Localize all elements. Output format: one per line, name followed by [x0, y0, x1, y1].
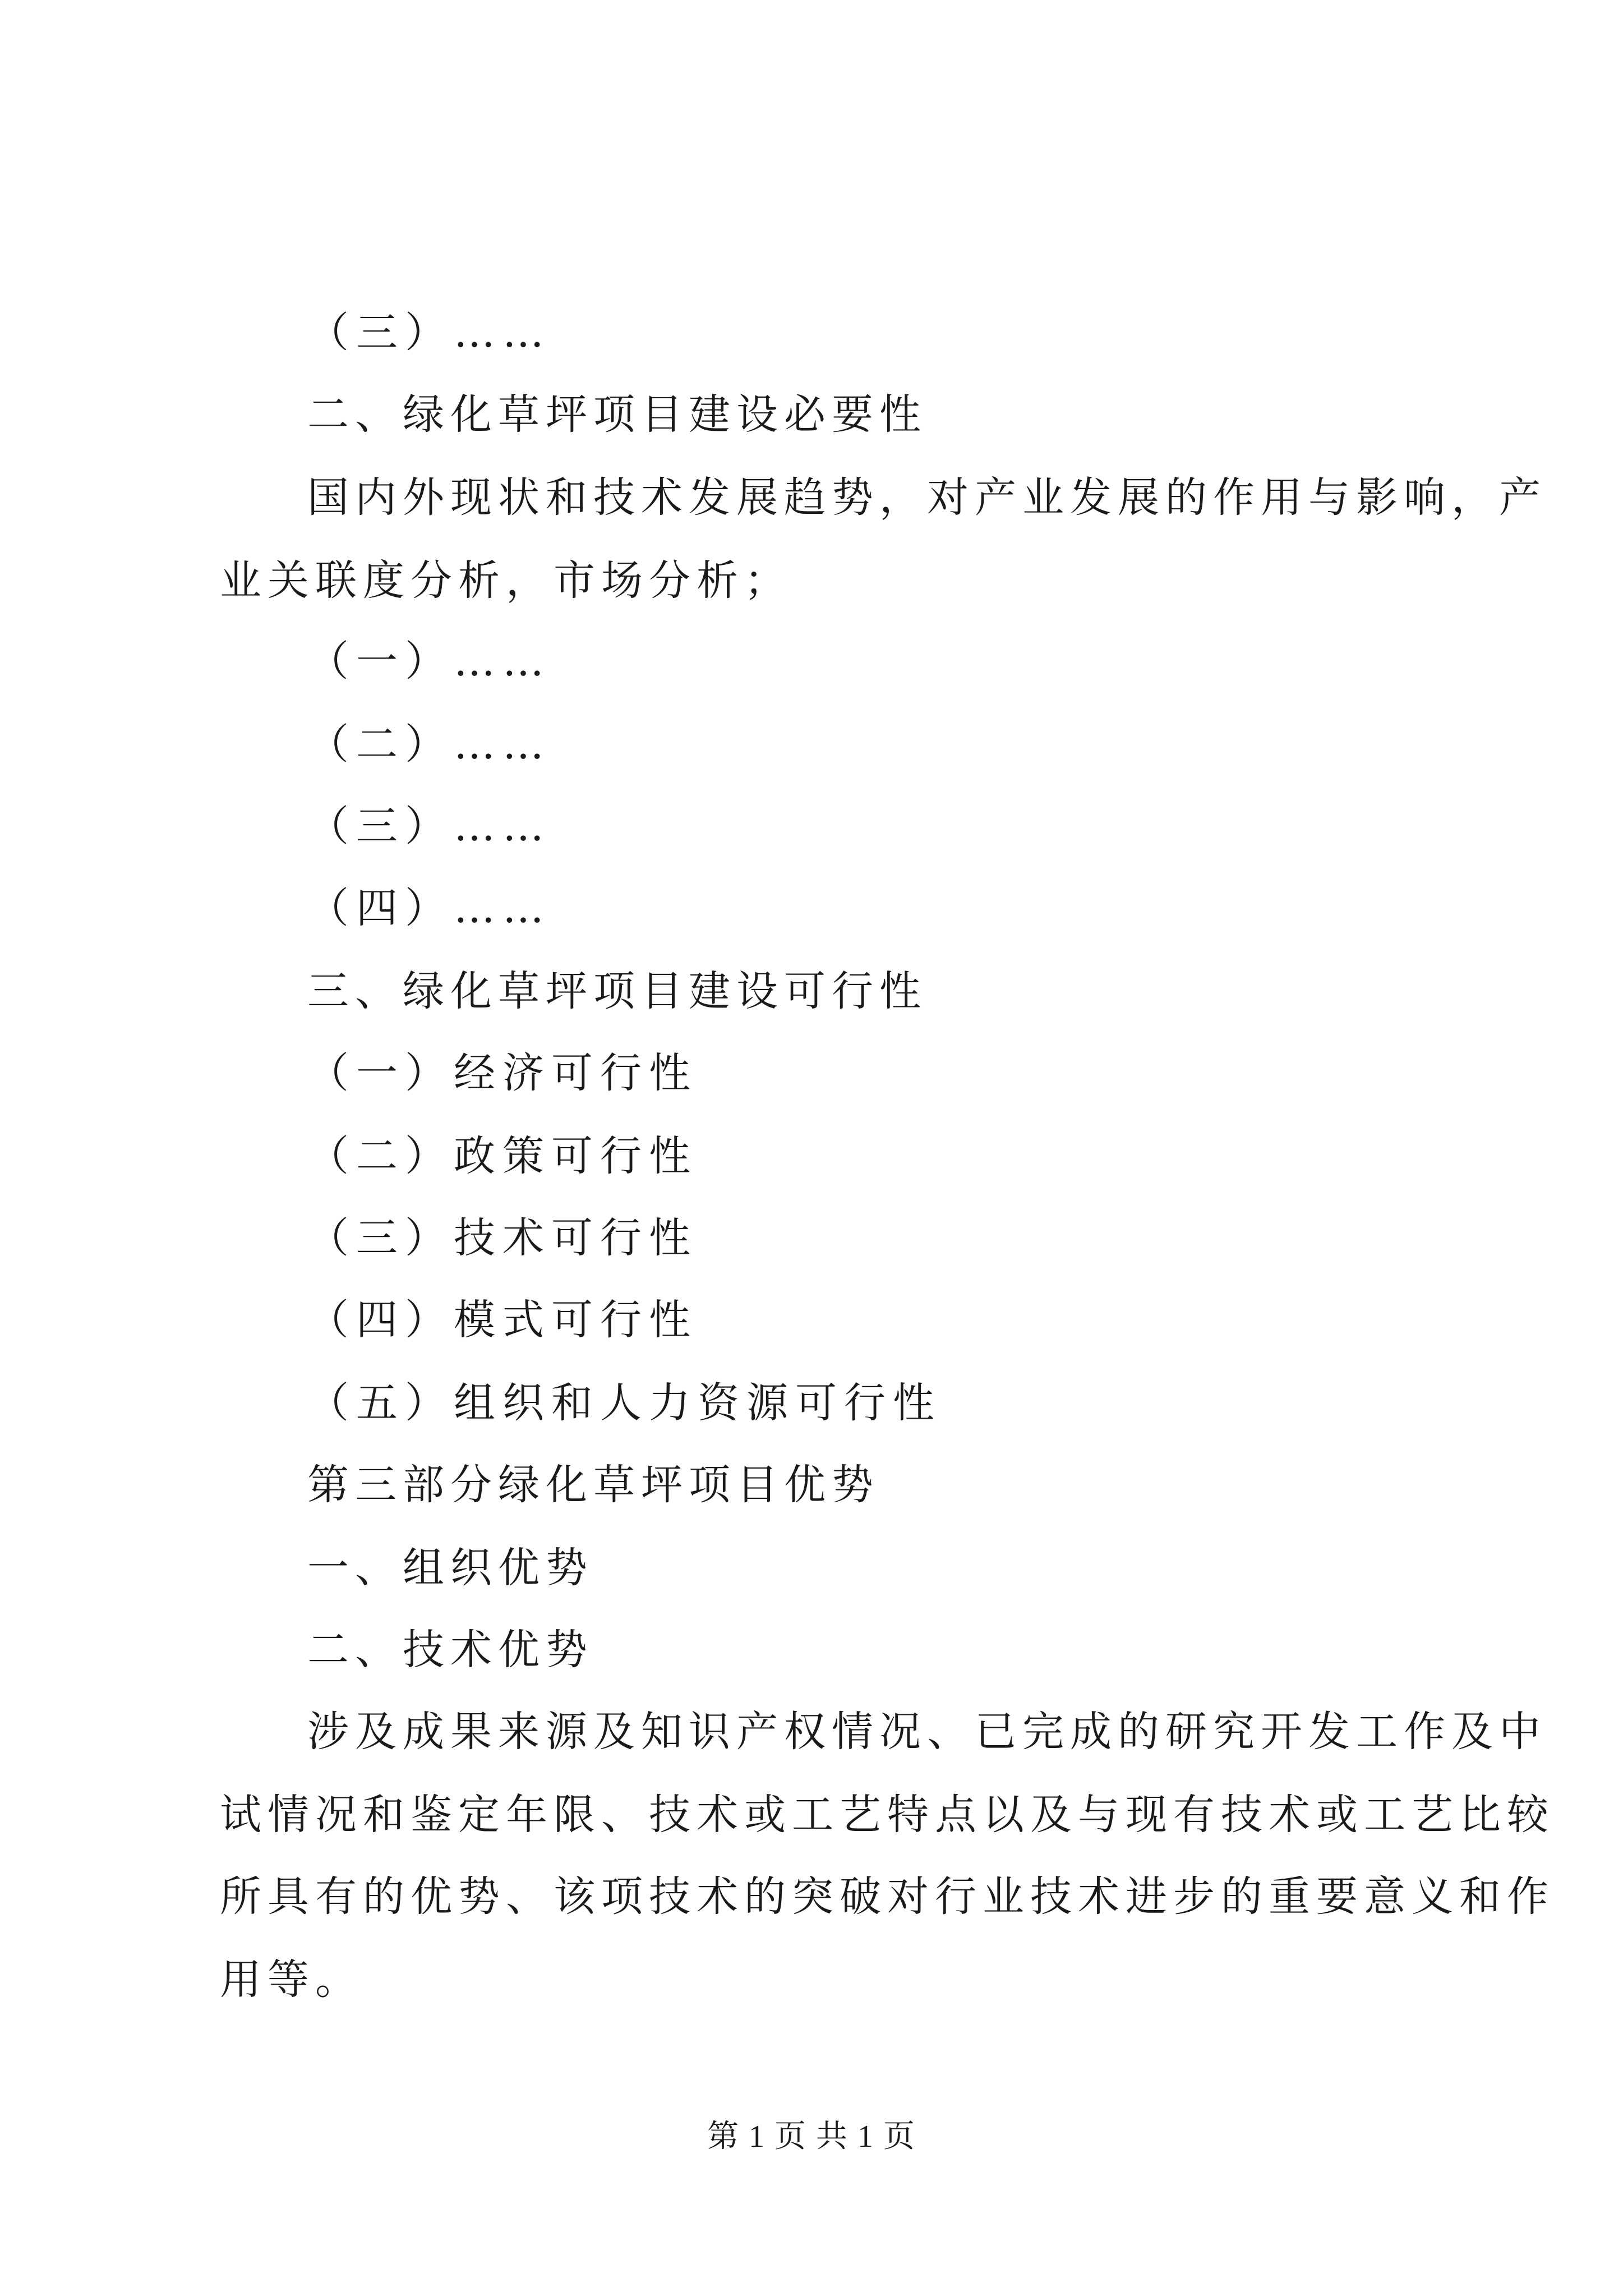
list-item-technical: （三）技术可行性 — [307, 1214, 698, 1262]
paragraph-line: 业关联度分析，市场分析； — [220, 556, 792, 605]
item-one-placeholder: （一）…… — [307, 637, 551, 685]
page-number-footer: 第 1 页 共 1 页 — [707, 2119, 916, 2154]
section-heading-org-advantage: 一、组织优势 — [307, 1544, 593, 1592]
item-two-placeholder: （二）…… — [307, 720, 551, 769]
list-item-model: （四）模式可行性 — [307, 1296, 698, 1344]
list-item-economic: （一）经济可行性 — [307, 1049, 698, 1097]
paragraph-line: 试情况和鉴定年限、技术或工艺特点以及与现有技术或工艺比较 — [220, 1791, 1555, 1839]
section-heading-tech-advantage: 二、技术优势 — [307, 1626, 593, 1674]
part-heading-advantages: 第三部分绿化草坪项目优势 — [307, 1461, 879, 1509]
item-three-placeholder: （三）…… — [307, 802, 551, 850]
item-three-placeholder: （三）…… — [307, 309, 551, 357]
section-heading-necessity: 二、绿化草坪项目建设必要性 — [307, 390, 927, 439]
list-item-organization: （五）组织和人力资源可行性 — [307, 1379, 942, 1427]
paragraph-line: 涉及成果来源及知识产权情况、已完成的研究开发工作及中 — [307, 1708, 1547, 1756]
list-item-policy: （二）政策可行性 — [307, 1132, 698, 1180]
paragraph-line: 国内外现状和技术发展趋势，对产业发展的作用与影响，产 — [307, 473, 1547, 522]
section-heading-feasibility: 三、绿化草坪项目建设可行性 — [307, 967, 927, 1015]
item-four-placeholder: （四）…… — [307, 884, 551, 932]
paragraph-line: 所具有的优势、该项技术的突破对行业技术进步的重要意义和作 — [220, 1872, 1555, 1921]
paragraph-line: 用等。 — [220, 1955, 363, 2004]
